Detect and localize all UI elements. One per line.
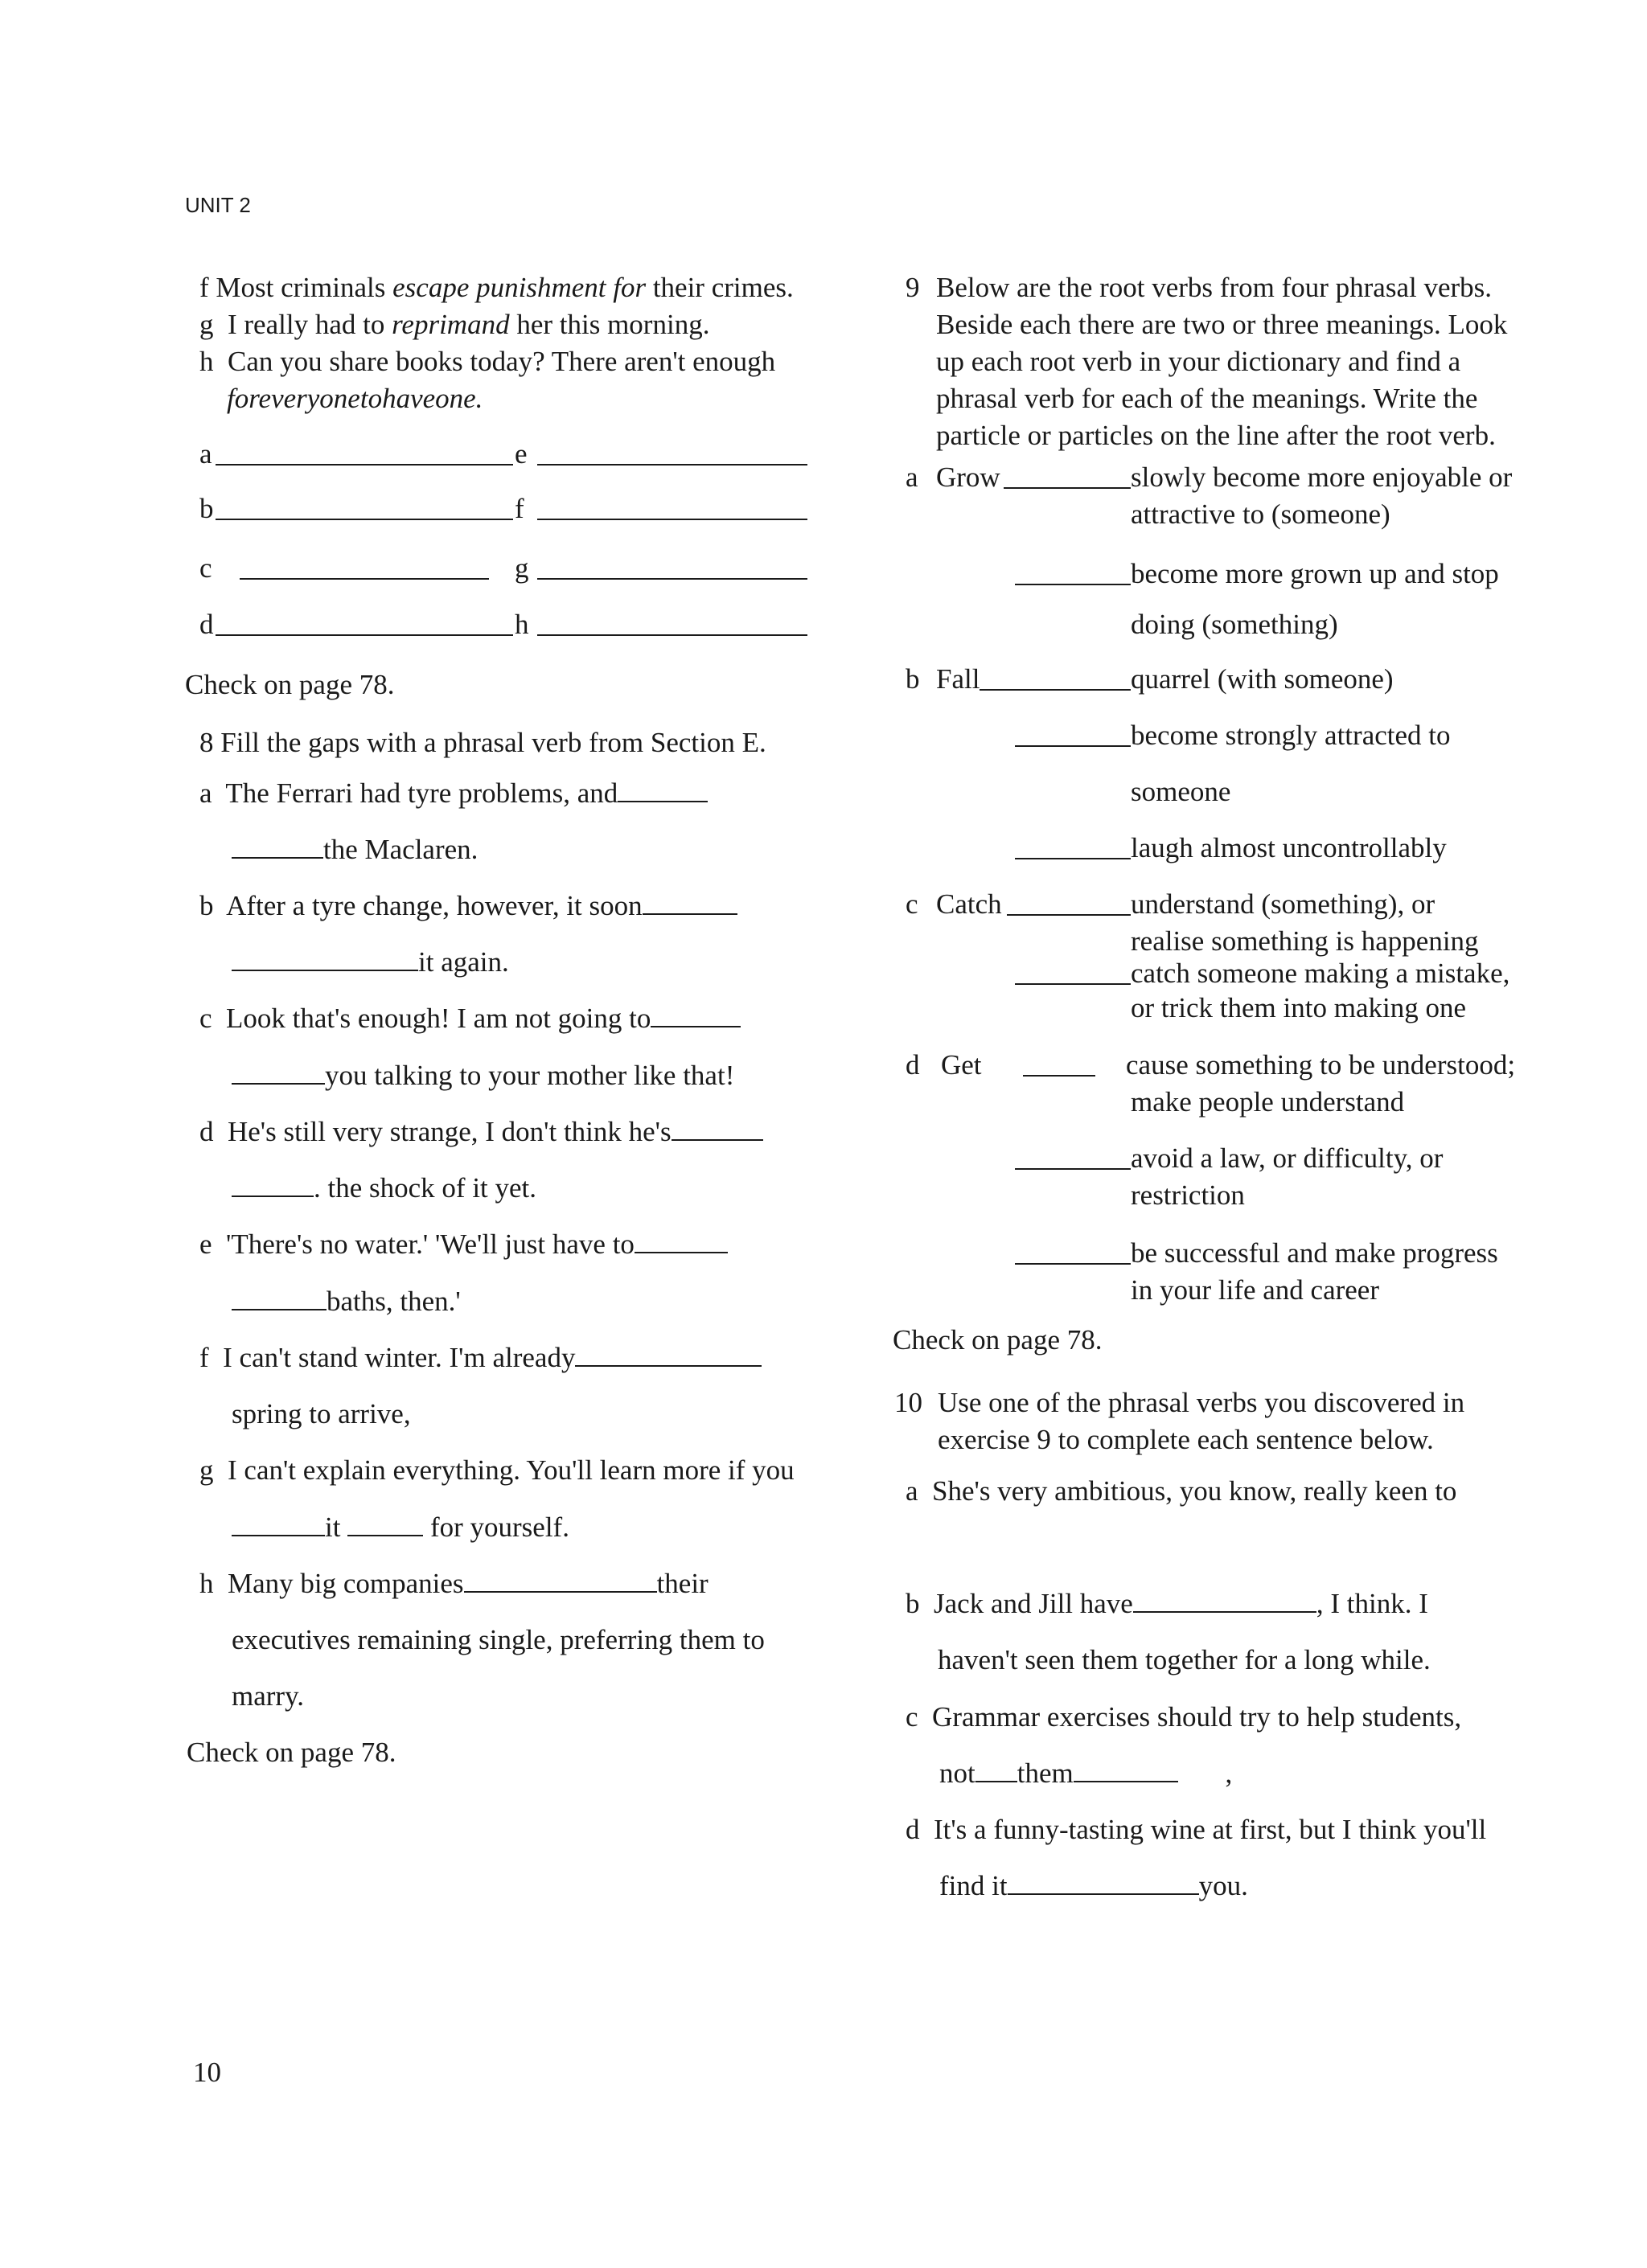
ex9-item-a-verb: Grow	[936, 461, 1000, 493]
answer-line-get-1[interactable]	[1023, 1075, 1095, 1077]
item-letter: g	[199, 309, 214, 340]
gap-blank[interactable]	[232, 1285, 327, 1310]
item-text: her this morning.	[516, 309, 710, 340]
item-text: 'There's no water.' 'We'll just have to	[226, 1228, 635, 1260]
item-letter: h	[199, 346, 214, 377]
answer-line-grow-1[interactable]	[1004, 487, 1131, 489]
item-text: It's a funny-tasting wine at first, but I think you'll	[934, 1814, 1487, 1845]
ex10-item-d-line2	[939, 1868, 1248, 1904]
gap-blank[interactable]	[672, 1115, 763, 1141]
ex9-intro-5: particle or particles on the line after the root verb.	[936, 420, 1496, 451]
ex9-b-meaning-1: quarrel (with someone)	[1131, 663, 1394, 695]
ex9-a-meaning-2: become more grown up and stop	[1131, 558, 1499, 589]
item-text: Can you share books today? There aren't enough	[228, 346, 776, 377]
item-letter: b	[199, 890, 214, 921]
ex9-a-meaning-1b: attractive to (someone)	[1131, 498, 1390, 530]
item-text: Grammar exercises should try to help students,	[932, 1701, 1462, 1733]
answer-line-e[interactable]	[537, 464, 807, 465]
ex9-d-meaning-2: avoid a law, or difficulty, or	[1131, 1142, 1444, 1174]
item-text: baths, then.'	[327, 1286, 461, 1317]
ex8-item-e-line2	[232, 1284, 461, 1319]
ex9-a-meaning-2b: doing (something)	[1131, 609, 1338, 640]
ex9-d-meaning-3b: in your life and career	[1131, 1274, 1380, 1306]
item-letter: c	[906, 1701, 918, 1733]
item-text: you talking to your mother like that!	[325, 1060, 735, 1091]
ex9-item-c-letter: c	[906, 888, 918, 920]
gap-blank[interactable]	[464, 1567, 657, 1593]
gap-blank[interactable]	[975, 1757, 1017, 1782]
item-letter: h	[199, 1568, 214, 1599]
item-text: Many big companies	[228, 1568, 464, 1599]
ex8-item-e	[199, 1227, 728, 1262]
ex8-item-g-line2	[232, 1510, 569, 1545]
item-letter: g	[199, 1454, 214, 1486]
gap-blank[interactable]	[635, 1228, 728, 1253]
answer-label-d: d	[199, 609, 214, 640]
ex9-item-c-verb: Catch	[936, 888, 1002, 920]
ex10-item-c-line2	[939, 1756, 1232, 1791]
answer-line-fall-3[interactable]	[1015, 858, 1131, 859]
ex8-item-h-line3: marry.	[232, 1680, 305, 1712]
item-letter: d	[199, 1116, 214, 1147]
ex8-item-d	[199, 1114, 763, 1150]
item-emphasis: foreveryonetohaveone.	[227, 383, 483, 414]
answer-line-b[interactable]	[216, 519, 513, 520]
answer-line-d[interactable]	[216, 634, 513, 636]
item-emphasis: reprimand	[392, 309, 510, 340]
ex8-item-c	[199, 1001, 741, 1036]
answer-label-c: c	[199, 552, 212, 584]
ex9-d-meaning-2b: restriction	[1131, 1179, 1245, 1211]
item-text: their crimes.	[652, 272, 794, 303]
gap-blank[interactable]	[643, 889, 737, 915]
ex9-intro-4: phrasal verb for each of the meanings. Write the	[936, 383, 1478, 414]
gap-blank[interactable]	[651, 1002, 741, 1027]
ex7-item-g	[199, 307, 709, 342]
ex9-item-a-letter: a	[906, 461, 918, 493]
ex10-intro-2: exercise 9 to complete each sentence below.	[938, 1424, 1434, 1455]
ex9-c-meaning-2b: or trick them into making one	[1131, 992, 1466, 1023]
gap-blank[interactable]	[575, 1341, 762, 1367]
answer-line-f[interactable]	[537, 519, 807, 520]
answer-line-catch-2[interactable]	[1015, 983, 1131, 985]
ex8-item-b-line2	[232, 945, 509, 980]
ex8-item-a	[199, 776, 708, 811]
ex9-d-meaning-1b: make people understand	[1131, 1086, 1405, 1118]
item-letter: b	[906, 1588, 920, 1619]
answer-line-fall-1[interactable]	[980, 689, 1131, 691]
item-text: He's still very strange, I don't think he's	[228, 1116, 672, 1147]
ex8-item-a-line2	[232, 832, 478, 867]
item-text: it	[325, 1511, 341, 1543]
ex7-item-h-line2	[227, 381, 483, 416]
item-emphasis: escape punishment for	[392, 272, 647, 303]
ex9-item-b-verb: Fall	[936, 663, 980, 695]
ex8-title: 8 Fill the gaps with a phrasal verb from Section E.	[199, 727, 766, 758]
item-letter: d	[906, 1814, 920, 1845]
unit-header: UNIT 2	[185, 193, 251, 217]
item-letter: a	[906, 1475, 918, 1507]
item-letter: a	[199, 777, 212, 809]
ex8-item-f	[199, 1340, 762, 1376]
item-text: not	[939, 1757, 975, 1789]
ex10-item-d	[906, 1812, 1486, 1848]
item-text: After a tyre change, however, it soon	[226, 890, 643, 921]
ex9-item-b-letter: b	[906, 663, 920, 695]
item-letter: f	[199, 1342, 209, 1373]
ex9-b-meaning-3: laugh almost uncontrollably	[1131, 832, 1447, 863]
ex9-b-meaning-2b: someone	[1131, 776, 1231, 807]
item-text: Jack and Jill have	[934, 1588, 1133, 1619]
gap-blank[interactable]	[232, 1059, 325, 1085]
gap-blank[interactable]	[1008, 1869, 1199, 1895]
ex8-item-h	[199, 1566, 708, 1602]
ex8-check-note: Check on page 78.	[187, 1737, 396, 1768]
ex9-c-meaning-1: understand (something), or	[1131, 888, 1435, 920]
ex7-item-f	[199, 270, 794, 306]
item-text: them	[1017, 1757, 1074, 1789]
ex10-intro-1: Use one of the phrasal verbs you discovered in	[938, 1387, 1465, 1418]
answer-label-e: e	[515, 438, 528, 470]
answer-line-a[interactable]	[216, 464, 513, 465]
ex9-intro-1: Below are the root verbs from four phrasal verbs.	[936, 272, 1493, 303]
ex10-item-a	[906, 1474, 1456, 1509]
ex7-check-note: Check on page 78.	[185, 669, 395, 700]
item-text: Look that's enough! I am not going to	[226, 1003, 651, 1034]
ex10-item-c	[906, 1700, 1461, 1735]
answer-label-b: b	[199, 493, 214, 524]
answer-line-fall-2[interactable]	[1015, 745, 1131, 747]
ex8-item-h-line2: executives remaining single, preferring them to	[232, 1624, 765, 1655]
answer-line-grow-2[interactable]	[1015, 584, 1131, 585]
item-letter: e	[199, 1228, 212, 1260]
ex9-intro-3: up each root verb in your dictionary and find a	[936, 346, 1461, 377]
item-text: The Ferrari had tyre problems, and	[225, 777, 618, 809]
ex9-item-d-verb: Get	[941, 1049, 982, 1081]
item-text: . the shock of it yet.	[314, 1172, 537, 1204]
ex8-item-b	[199, 888, 737, 924]
answer-label-g: g	[515, 552, 529, 584]
gap-blank[interactable]	[347, 1511, 423, 1536]
answer-line-get-3[interactable]	[1015, 1263, 1131, 1265]
ex9-c-meaning-2: catch someone making a mistake,	[1131, 958, 1510, 989]
answer-line-catch-1[interactable]	[1007, 914, 1131, 916]
item-letter: c	[199, 1003, 212, 1034]
ex9-item-d-letter: d	[906, 1049, 920, 1081]
ex10-item-b-line2: haven't seen them together for a long while.	[938, 1644, 1431, 1675]
ex9-d-meaning-1: cause something to be understood;	[1126, 1049, 1516, 1081]
ex9-c-meaning-1b: realise something is happening	[1131, 925, 1479, 957]
item-text: She's very ambitious, you know, really keen to	[932, 1475, 1457, 1507]
item-text: the Maclaren.	[323, 834, 478, 865]
gap-blank[interactable]	[232, 833, 323, 859]
answer-label-a: a	[199, 438, 212, 470]
ex8-item-c-line2	[232, 1058, 734, 1093]
gap-blank[interactable]	[232, 1511, 325, 1536]
item-text: I can't explain everything. You'll learn more if you	[228, 1454, 795, 1486]
ex8-item-g	[199, 1453, 795, 1488]
answer-line-g[interactable]	[537, 578, 807, 580]
ex10-item-b	[906, 1586, 1428, 1622]
ex9-check-note: Check on page 78.	[893, 1324, 1103, 1355]
answer-line-h[interactable]	[537, 634, 807, 636]
gap-blank[interactable]	[1074, 1757, 1178, 1782]
answer-line-c[interactable]	[240, 578, 489, 580]
item-text: I really had to	[228, 309, 385, 340]
ex9-b-meaning-2: become strongly attracted to	[1131, 720, 1451, 751]
ex9-a-meaning-1: slowly become more enjoyable or	[1131, 461, 1513, 493]
gap-blank[interactable]	[618, 777, 708, 802]
ex8-item-f-line2: spring to arrive,	[232, 1398, 411, 1429]
item-text: find it	[939, 1870, 1008, 1901]
answer-line-get-2[interactable]	[1015, 1168, 1131, 1170]
answer-label-h: h	[515, 609, 529, 640]
ex10-number: 10	[894, 1387, 922, 1418]
page-number: 10	[193, 2057, 221, 2088]
item-text: you.	[1198, 1870, 1248, 1901]
answer-label-f: f	[515, 493, 524, 524]
ex9-number: 9	[906, 272, 920, 303]
gap-blank[interactable]	[232, 1171, 314, 1197]
ex9-d-meaning-3: be successful and make progress	[1131, 1237, 1498, 1269]
item-letter: f	[199, 272, 209, 303]
item-text: for yourself.	[429, 1511, 569, 1543]
ex8-item-d-line2	[232, 1171, 536, 1206]
item-text: Most criminals	[216, 272, 386, 303]
item-text: , I think. I	[1316, 1588, 1428, 1619]
ex7-item-h	[199, 344, 775, 379]
gap-blank[interactable]	[232, 945, 418, 971]
item-text: ,	[1225, 1757, 1233, 1789]
item-text: their	[656, 1568, 708, 1599]
ex9-intro-2: Beside each there are two or three meanings. Look	[936, 309, 1508, 340]
item-text: it again.	[418, 946, 509, 978]
item-text: I can't stand winter. I'm already	[223, 1342, 576, 1373]
gap-blank[interactable]	[1133, 1587, 1316, 1613]
